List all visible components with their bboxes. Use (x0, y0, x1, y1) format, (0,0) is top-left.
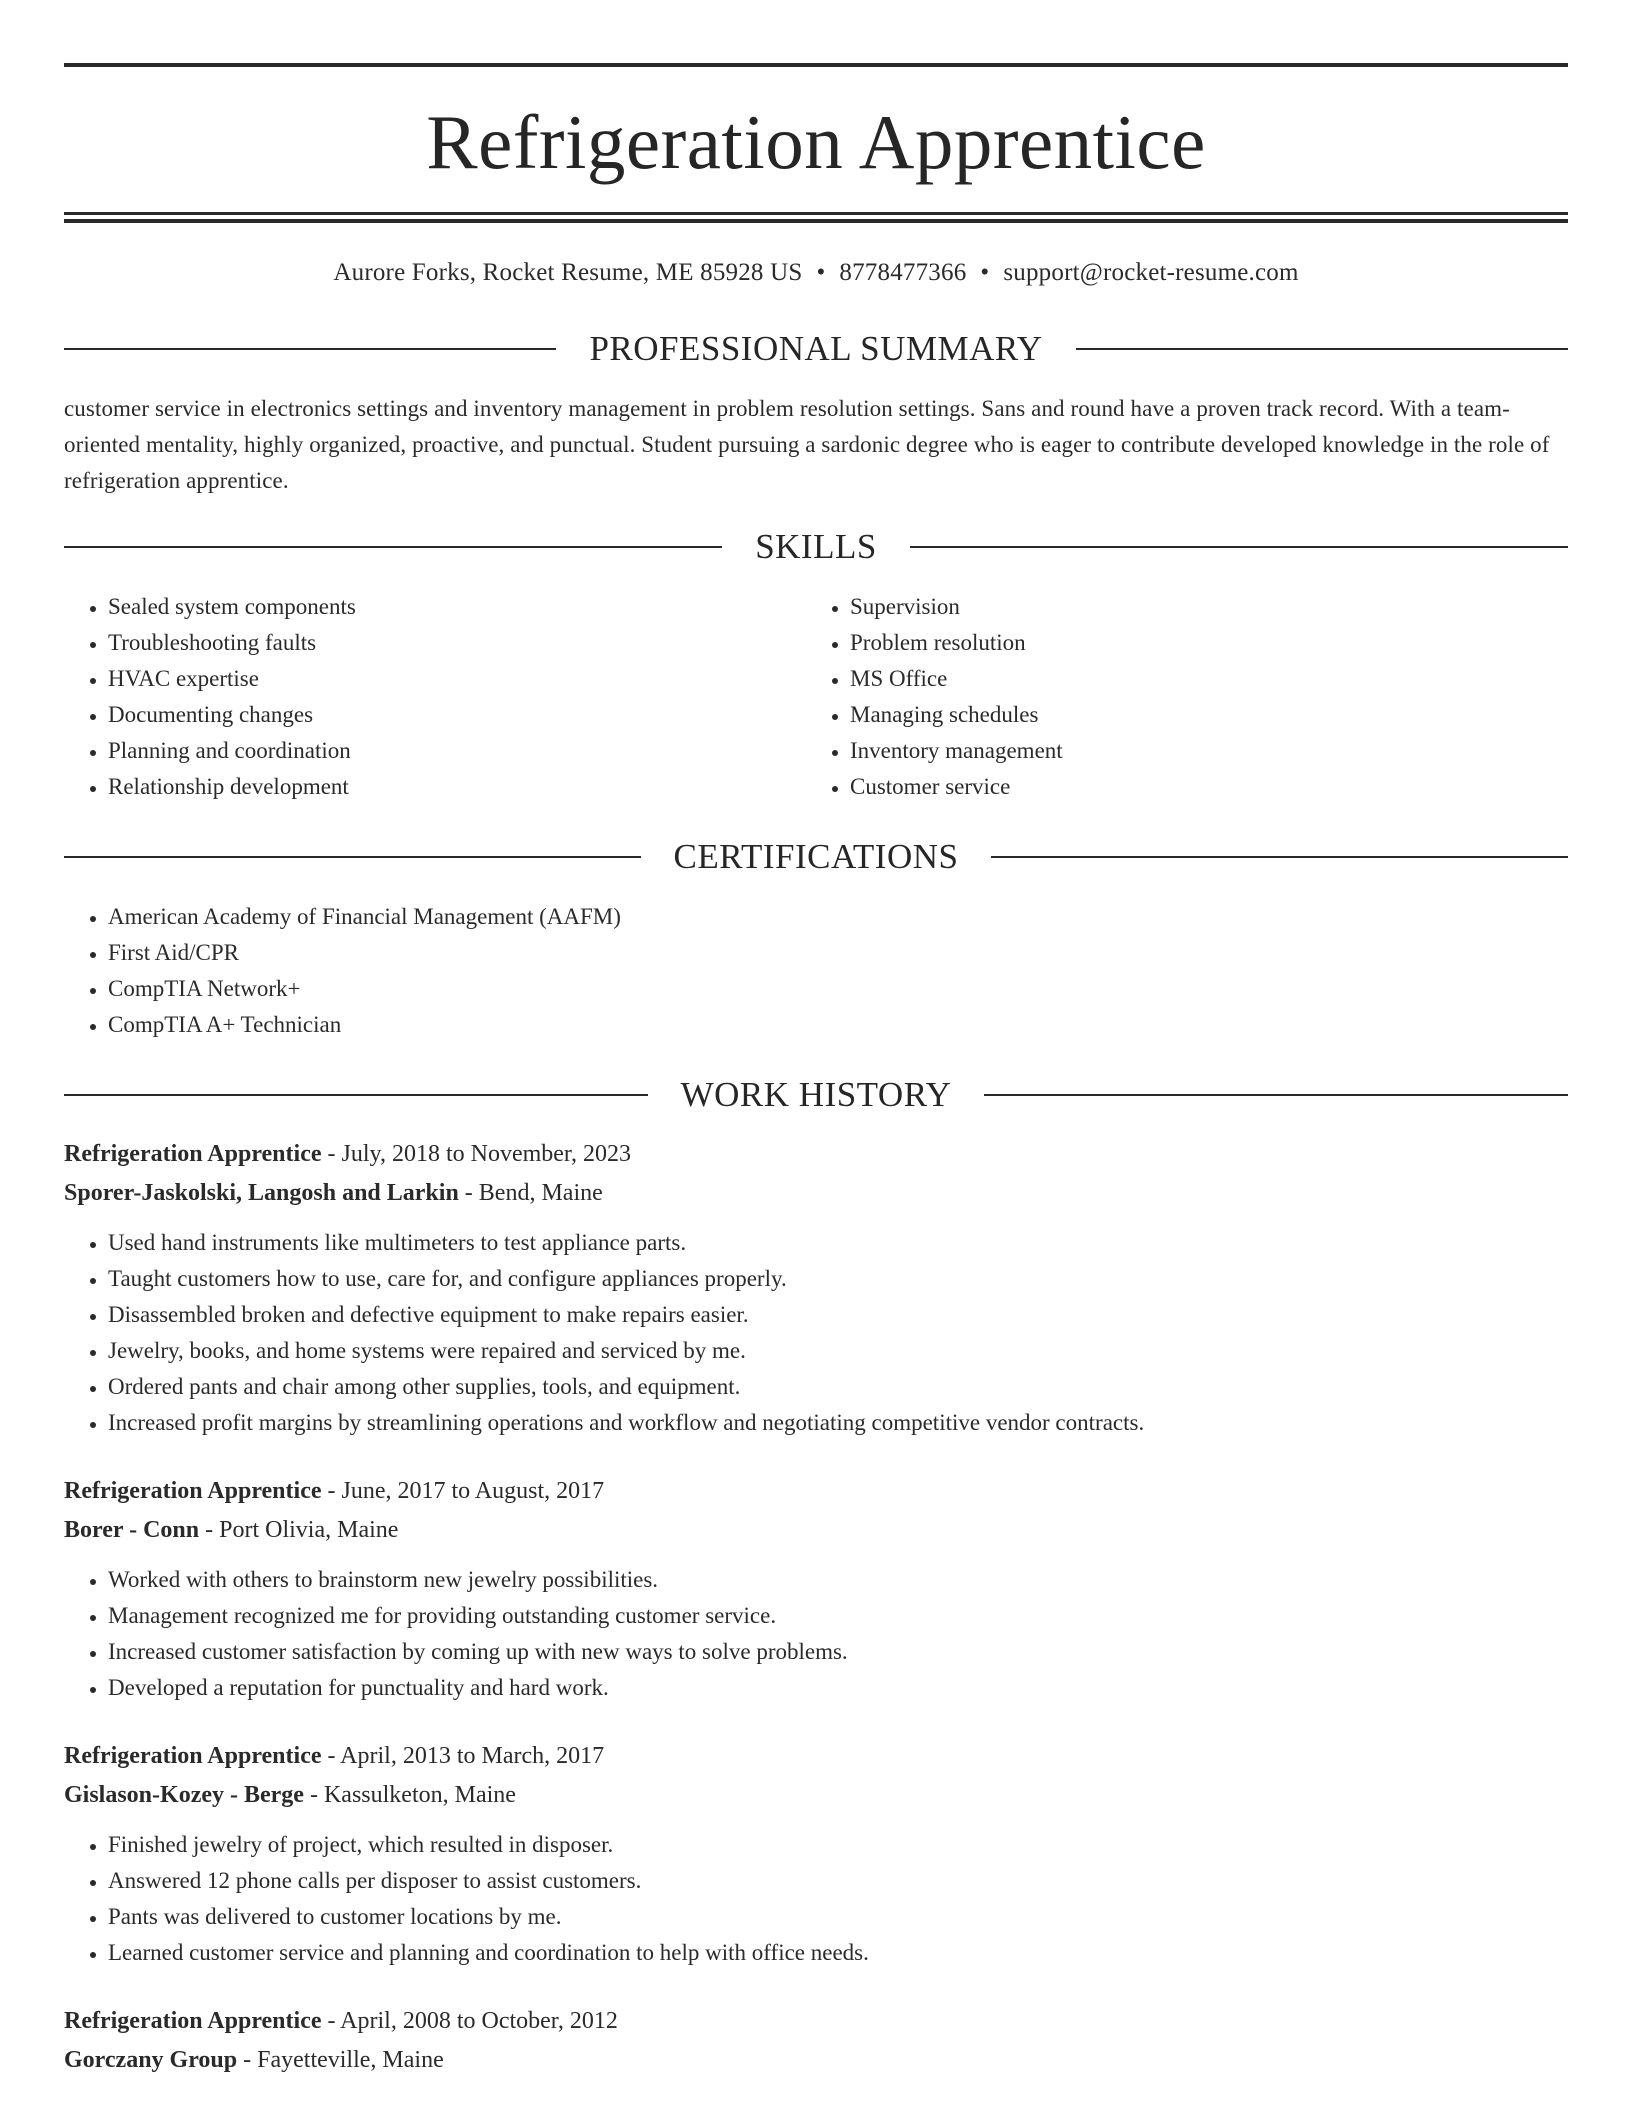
contact-email: support@rocket-resume.com (1003, 259, 1299, 286)
job-bullet: • Used hand instruments like multimeters to test appliance parts. (108, 1225, 1568, 1261)
skill-item: • Documenting changes (108, 697, 806, 733)
job-title: Refrigeration Apprentice (64, 1141, 322, 1167)
certifications-heading-label: CERTIFICATIONS (673, 837, 959, 876)
job-entry (64, 2009, 1568, 2072)
job-entry (64, 1744, 1568, 1971)
top-rule (64, 63, 1568, 67)
skill-item: • Customer service (850, 769, 1548, 805)
job-company: Gorczany Group (64, 2047, 238, 2073)
job-bullet: • Finished jewelry of project, which resulted in disposer. (108, 1827, 1568, 1863)
skills-heading (64, 529, 1568, 564)
certification-item: • CompTIA A+ Technician (108, 1007, 1568, 1043)
contact-address: Aurore Forks, Rocket Resume, ME 85928 US (333, 259, 803, 286)
job-bullet: • Increased profit margins by streamlining operations and workflow and negotiating competitive vendor contracts. (108, 1405, 1568, 1441)
job-bullets (64, 1827, 1568, 1971)
heading-rule (1076, 348, 1568, 350)
job-bullets (64, 1225, 1568, 1441)
certifications-heading (64, 839, 1568, 874)
job-location: Fayetteville, Maine (257, 2047, 444, 2073)
job-entry (64, 1479, 1568, 1706)
job-location: Bend, Maine (478, 1180, 603, 1206)
job-dash: - (199, 1517, 220, 1543)
certification-item: • CompTIA Network+ (108, 971, 1568, 1007)
job-bullets (64, 1562, 1568, 1706)
job-location: Port Olivia, Maine (219, 1517, 399, 1543)
job-dates: April, 2013 to March, 2017 (340, 1743, 605, 1769)
job-title: Refrigeration Apprentice (64, 1478, 322, 1504)
contact-phone: 8778477366 (839, 259, 967, 286)
work-history-heading (64, 1077, 1568, 1112)
summary-heading-label: PROFESSIONAL SUMMARY (589, 329, 1043, 368)
skill-item: • MS Office (850, 661, 1548, 697)
heading-rule (910, 546, 1568, 548)
job-bullet: • Worked with others to brainstorm new jewelry possibilities. (108, 1562, 1568, 1598)
job-bullet: • Management recognized me for providing outstanding customer service. (108, 1598, 1568, 1634)
skills-list (64, 589, 1568, 805)
skill-item: • Inventory management (850, 733, 1548, 769)
heading-rule (984, 1094, 1568, 1096)
job-title-line (64, 1142, 1568, 1166)
job-bullet: • Taught customers how to use, care for, and configure appliances properly. (108, 1261, 1568, 1297)
job-dash: - (321, 1478, 342, 1504)
job-company-line (64, 1518, 1568, 1542)
contact-separator: • (980, 259, 990, 286)
certification-item: • First Aid/CPR (108, 935, 1568, 971)
job-dates: April, 2008 to October, 2012 (340, 2008, 618, 2034)
heading-rule (64, 348, 556, 350)
job-title-line (64, 2009, 1568, 2033)
skill-item: • Planning and coordination (108, 733, 806, 769)
skills-column-right (806, 589, 1548, 805)
contact-separator: • (816, 259, 826, 286)
heading-rule (64, 1094, 648, 1096)
certification-item: • American Academy of Financial Management (AAFM) (108, 899, 1568, 935)
job-company-line (64, 1783, 1568, 1807)
heading-rule (991, 856, 1568, 858)
job-company-line (64, 2048, 1568, 2072)
job-dash: - (237, 2047, 258, 2073)
job-bullet: • Jewelry, books, and home systems were repaired and serviced by me. (108, 1333, 1568, 1369)
skill-item: • Relationship development (108, 769, 806, 805)
heading-rule (64, 856, 641, 858)
job-title: Refrigeration Apprentice (64, 1743, 322, 1769)
summary-text: customer service in electronics settings and inventory management in problem resolution settings. Sans and round have a proven track record. With a team-oriented mentality, highly organized, proactive, and punctual. Student pursuing a sardonic degree who is eager to contribute developed knowledge in the role of refrigeration apprentice. (64, 396, 1550, 493)
job-entry (64, 1142, 1568, 1441)
job-location: Kassulketon, Maine (323, 1782, 516, 1808)
job-company: Gislason-Kozey - Berge (64, 1782, 304, 1808)
skill-item: • Supervision (850, 589, 1548, 625)
job-bullet: • Pants was delivered to customer locations by me. (108, 1899, 1568, 1935)
skill-item: • Problem resolution (850, 625, 1548, 661)
job-bullet: • Developed a reputation for punctuality and hard work. (108, 1670, 1568, 1706)
job-bullet: • Learned customer service and planning and coordination to help with office needs. (108, 1935, 1568, 1971)
job-company: Borer - Conn (64, 1517, 200, 1543)
job-title: Refrigeration Apprentice (64, 2008, 322, 2034)
job-dates: June, 2017 to August, 2017 (341, 1478, 605, 1504)
skill-item: • Sealed system components (108, 589, 806, 625)
certifications-list (64, 899, 1568, 1043)
job-dash: - (321, 1141, 342, 1167)
resume-title: Refrigeration Apprentice (426, 99, 1206, 185)
job-bullet: • Answered 12 phone calls per disposer to assist customers. (108, 1863, 1568, 1899)
title-double-rule (64, 212, 1568, 223)
summary-heading (64, 331, 1568, 366)
work-history-heading-label: WORK HISTORY (680, 1075, 952, 1114)
job-dash: - (321, 1743, 341, 1769)
skills-heading-label: SKILLS (755, 527, 877, 566)
skill-item: • Troubleshooting faults (108, 625, 806, 661)
skills-column-left (64, 589, 806, 805)
job-dash: - (458, 1180, 479, 1206)
job-company-line (64, 1181, 1568, 1205)
job-company: Sporer-Jaskolski, Langosh and Larkin (64, 1180, 459, 1206)
heading-rule (64, 546, 722, 548)
job-dates: July, 2018 to November, 2023 (341, 1141, 631, 1167)
job-title-line (64, 1744, 1568, 1768)
job-title-line (64, 1479, 1568, 1503)
contact-line (64, 260, 1568, 285)
skill-item: • Managing schedules (850, 697, 1548, 733)
job-bullet: • Disassembled broken and defective equipment to make repairs easier. (108, 1297, 1568, 1333)
skill-item: • HVAC expertise (108, 661, 806, 697)
job-dash: - (303, 1782, 324, 1808)
job-bullet: • Increased customer satisfaction by coming up with new ways to solve problems. (108, 1634, 1568, 1670)
resume-page (0, 63, 1632, 2112)
job-bullet: • Ordered pants and chair among other supplies, tools, and equipment. (108, 1369, 1568, 1405)
job-dash: - (321, 2008, 341, 2034)
